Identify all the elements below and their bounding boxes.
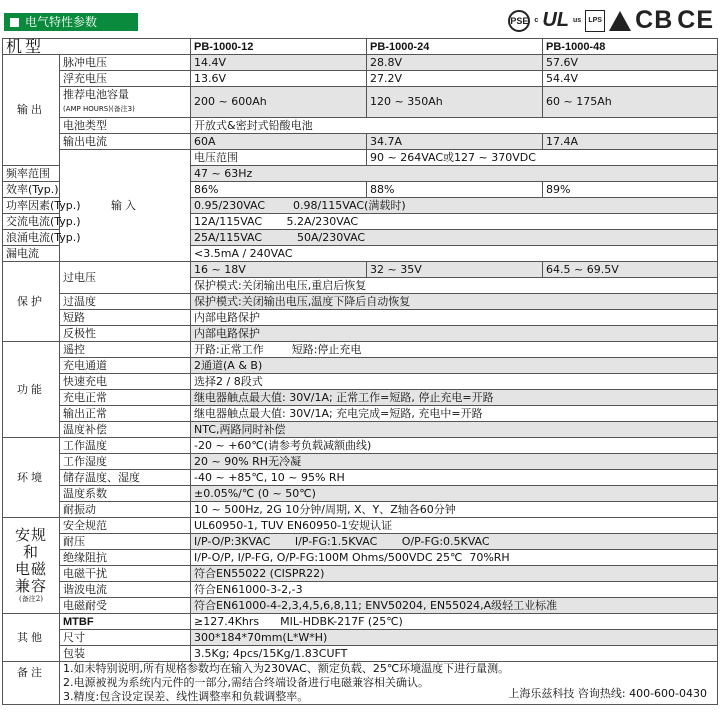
row-label: 快速充电 [60, 374, 191, 390]
row-label: MTBF [60, 614, 191, 630]
row-label: 谐波电流 [60, 582, 191, 598]
cell-value: ≥127.4Khrs MIL-HDBK-217F (25℃) [191, 614, 718, 630]
row-label: 过电压 [60, 262, 191, 294]
cell-value: 开放式&密封式铅酸电池 [191, 118, 718, 134]
cell-value: 继电器触点最大值: 30V/1A; 正常工作=短路, 停止充电=开路 [191, 390, 718, 406]
square-icon [10, 18, 19, 27]
model-col-24: PB-1000-24 [367, 39, 543, 55]
section-title: 电气特性参数 [25, 15, 98, 29]
row-label: 功率因素(Typ.) [3, 198, 60, 214]
table-row [3, 71, 718, 87]
table-row [3, 470, 718, 486]
row-label: 安全规范 [60, 518, 191, 534]
table-row [3, 614, 718, 630]
table-row [3, 486, 718, 502]
category-protection: 保护 [3, 262, 60, 342]
table-row [3, 662, 718, 705]
table-row [3, 598, 718, 614]
table-row [3, 646, 718, 662]
table-row [3, 566, 718, 582]
row-label: 电磁耐受 [60, 598, 191, 614]
row-label: 绝缘阻抗 [60, 550, 191, 566]
row-label: 漏电流 [3, 246, 60, 262]
row-label: 电磁干扰 [60, 566, 191, 582]
row-label: 遥控 [60, 342, 191, 358]
cell-value: 32 ~ 35V [367, 262, 543, 278]
category-notes: 备注 [3, 662, 60, 705]
table-row [3, 390, 718, 406]
note-line: 2.电源被视为系统内元件的一部分,需结合终端设备进行电磁兼容相关确认。 [63, 676, 429, 689]
cell-value: I/P-O/P, I/P-FG, O/P-FG:100M Ohms/500VDC 25℃ 70%RH [191, 550, 718, 566]
row-label: 脉冲电压 [60, 55, 191, 71]
pse-mark-icon: PSE [508, 10, 530, 32]
row-label: 反极性 [60, 326, 191, 342]
cell-value: 13.6V [191, 71, 367, 87]
cell-value: 27.2V [367, 71, 543, 87]
cell-value: 89% [543, 182, 718, 198]
category-output: 输出 [3, 55, 60, 166]
cell-value: 符合EN61000-3-2,-3 [191, 582, 718, 598]
category-safety-emc [3, 518, 60, 614]
cell-value: 继电器触点最大值: 30V/1A; 充电完成=短路, 充电中=开路 [191, 406, 718, 422]
cell-value: -40 ~ +85℃, 10 ~ 95% RH [191, 470, 718, 486]
cell-value: 88% [367, 182, 543, 198]
section-title-bar [4, 13, 138, 31]
row-label: 工作湿度 [60, 454, 191, 470]
cell-value: 86% [191, 182, 367, 198]
c-mark-text: c [534, 17, 539, 24]
category-safety-line: 安规 [14, 526, 47, 544]
table-row [3, 294, 718, 310]
table-row [3, 358, 718, 374]
cell-value: 64.5 ~ 69.5V [543, 262, 718, 278]
cell-value: -20 ~ +60℃(请参考负载减额曲线) [191, 438, 718, 454]
note-line: 3.精度:包含设定误差、线性调整率和负载调整率。 [63, 690, 309, 703]
table-row [3, 550, 718, 566]
ce-mark-icon: CE [677, 6, 714, 34]
row-label: 温度补偿 [60, 422, 191, 438]
cell-value: 120 ~ 350Ah [367, 87, 543, 118]
category-safety-note: (备注2) [19, 595, 43, 603]
cell-value: 2通道(A & B) [191, 358, 718, 374]
cell-value: 20 ~ 90% RH无冷凝 [191, 454, 718, 470]
lps-mark-icon: LPS [585, 10, 605, 32]
cell-value: 内部电路保护 [191, 310, 718, 326]
cell-value: 90 ~ 264VAC或127 ~ 370VDC [367, 150, 718, 166]
cell-value: 选择2 / 8段式 [191, 374, 718, 390]
category-input: 输入 [60, 150, 191, 262]
cell-value: <3.5mA / 240VAC [191, 246, 718, 262]
table-header-row [3, 39, 718, 55]
ul-mark-icon: UL [542, 9, 569, 31]
cell-value: 3.5Kg; 4pcs/15Kg/1.83CUFT [191, 646, 718, 662]
table-row [3, 262, 718, 278]
cell-value: 14.4V [191, 55, 367, 71]
row-label: 储存温度、湿度 [60, 470, 191, 486]
cb-mark-icon: CB [635, 6, 674, 34]
cell-value: I/P-O/P:3KVAC I/P-FG:1.5KVAC O/P-FG:0.5KVAC [191, 534, 718, 550]
row-label: 工作温度 [60, 438, 191, 454]
row-label: 浮充电压 [60, 71, 191, 87]
cell-value: 保护模式:关闭输出电压,温度下降后自动恢复 [191, 294, 718, 310]
cell-value: 内部电路保护 [191, 326, 718, 342]
row-label: 输出正常 [60, 406, 191, 422]
note-line: 1.如未特别说明,所有规格参数均在输入为230VAC、额定负载、25℃环境温度下进行量测。 [63, 662, 510, 675]
cell-value: 开路:正常工作 短路:停止充电 [191, 342, 718, 358]
cell-value: 47 ~ 63Hz [191, 166, 718, 182]
category-environment: 环境 [3, 438, 60, 518]
table-row [3, 534, 718, 550]
table-row [3, 582, 718, 598]
cell-value: 符合EN61000-4-2,3,4,5,6,8,11; ENV50204, EN55024,A级轻工业标准 [191, 598, 718, 614]
row-label: 包装 [60, 646, 191, 662]
cell-value: UL60950-1, TUV EN60950-1安规认证 [191, 518, 718, 534]
cell-value: 54.4V [543, 71, 718, 87]
row-label: 频率范围 [3, 166, 60, 182]
row-label: 耐压 [60, 534, 191, 550]
row-label: 充电正常 [60, 390, 191, 406]
cell-value: 0.95/230VAC 0.98/115VAC(满载时) [191, 198, 718, 214]
table-row [3, 310, 718, 326]
model-col-48: PB-1000-48 [543, 39, 718, 55]
cell-value: 保护模式:关闭输出电压,重启后恢复 [191, 278, 718, 294]
table-row [3, 630, 718, 646]
category-other: 其他 [3, 614, 60, 662]
cell-value: 57.6V [543, 55, 718, 71]
table-row [3, 55, 718, 71]
table-row [3, 374, 718, 390]
table-row [3, 454, 718, 470]
table-row [3, 87, 718, 118]
hotline-text: 上海乐兹科技 咨询热线: 400-600-0430 [508, 687, 708, 700]
warning-triangle-icon [609, 11, 631, 31]
certification-marks [508, 6, 714, 35]
table-row [3, 342, 718, 358]
row-label: 输出电流 [60, 134, 191, 150]
page-header [0, 0, 720, 38]
row-label: 充电通道 [60, 358, 191, 374]
row-label: 耐振动 [60, 502, 191, 518]
table-row [3, 118, 718, 134]
cell-value: 符合EN55022 (CISPR22) [191, 566, 718, 582]
us-mark-text: us [572, 17, 582, 24]
cell-value: 17.4A [543, 134, 718, 150]
row-label: 电池类型 [60, 118, 191, 134]
battery-capacity-sublabel: (AMP HOURS)(备注3) [63, 105, 135, 113]
cell-value: 60A [191, 134, 367, 150]
cell-value: 34.7A [367, 134, 543, 150]
cell-value: 300*184*70mm(L*W*H) [191, 630, 718, 646]
spec-table [2, 38, 718, 705]
table-row [3, 438, 718, 454]
row-label: 温度系数 [60, 486, 191, 502]
cell-value: 200 ~ 600Ah [191, 87, 367, 118]
table-row [3, 150, 718, 166]
row-label: 交流电流(Typ.) [3, 214, 60, 230]
battery-capacity-label: 推荐电池容量 [63, 88, 129, 101]
notes-cell [60, 662, 718, 705]
cell-value: ±0.05%/℃ (0 ~ 50℃) [191, 486, 718, 502]
table-row [3, 422, 718, 438]
cell-value: 28.8V [367, 55, 543, 71]
row-label: 效率(Typ.) [3, 182, 60, 198]
cell-value: 16 ~ 18V [191, 262, 367, 278]
table-row [3, 326, 718, 342]
category-safety-line: 电磁 [14, 560, 47, 578]
model-label: 机型 [3, 39, 191, 55]
cell-value: NTC,两路同时补偿 [191, 422, 718, 438]
row-label: 短路 [60, 310, 191, 326]
row-label: 浪涌电流(Typ.) [3, 230, 60, 246]
row-label: 过温度 [60, 294, 191, 310]
category-safety-line: 和 [22, 543, 39, 561]
table-row [3, 502, 718, 518]
model-col-12: PB-1000-12 [191, 39, 367, 55]
row-label: 电压范围 [191, 150, 367, 166]
cell-value: 25A/115VAC 50A/230VAC [191, 230, 718, 246]
row-label [60, 87, 191, 118]
table-row [3, 406, 718, 422]
cell-value: 10 ~ 500Hz, 2G 10分钟/周期, X、Y、Z轴各60分钟 [191, 502, 718, 518]
row-label: 尺寸 [60, 630, 191, 646]
table-row [3, 518, 718, 534]
cell-value: 60 ~ 175Ah [543, 87, 718, 118]
category-safety-line: 兼容 [14, 577, 47, 595]
table-row [3, 134, 718, 150]
cell-value: 12A/115VAC 5.2A/230VAC [191, 214, 718, 230]
category-function: 功能 [3, 342, 60, 438]
